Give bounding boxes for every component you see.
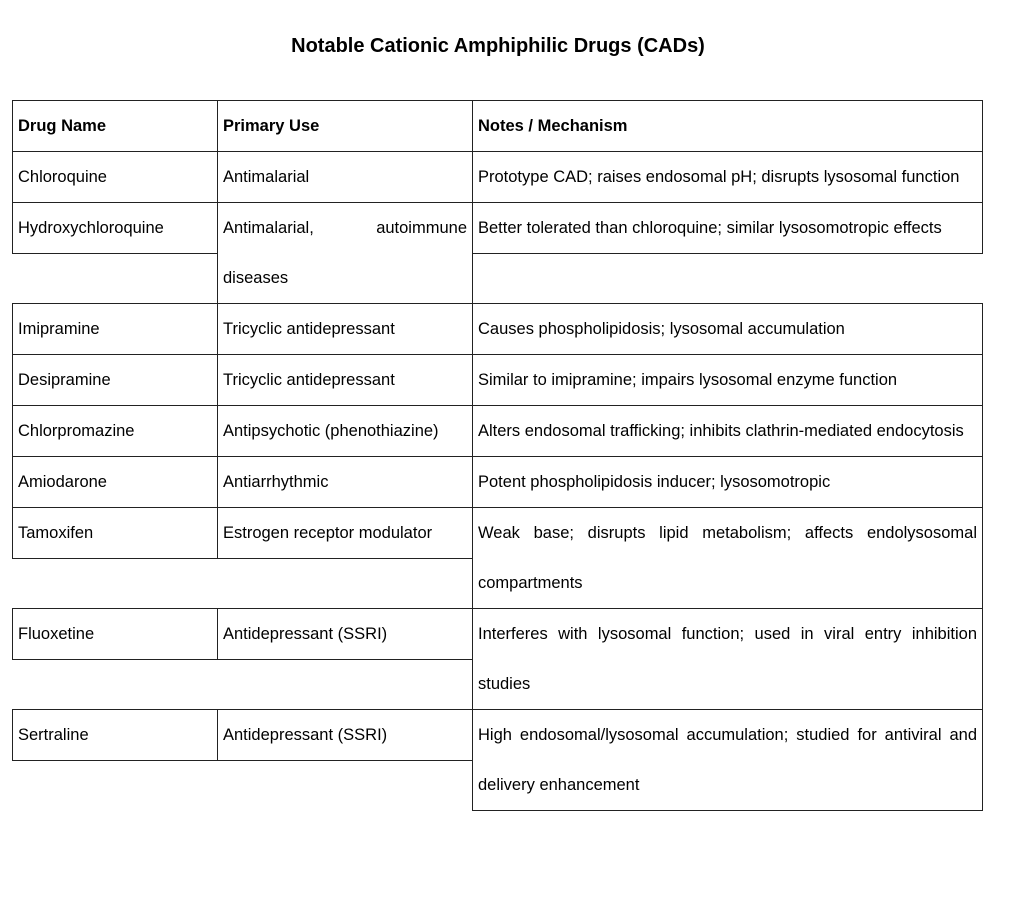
table-row	[12, 202, 983, 304]
notes-cell: Similar to imipramine; impairs lysosomal enzyme function	[472, 354, 983, 406]
primary-use-cell: Antipsychotic (phenothiazine)	[217, 405, 473, 457]
primary-use-cell: Tricyclic antidepressant	[217, 303, 473, 355]
table-row	[12, 151, 983, 203]
notes-cell: High endosomal/lysosomal accumulation; studied for antiviral and delivery enhancement	[472, 709, 983, 811]
drug-name-cell: Imipramine	[12, 303, 218, 355]
notes-cell: Causes phospholipidosis; lysosomal accumulation	[472, 303, 983, 355]
header-primary-use: Primary Use	[217, 100, 473, 152]
notes-cell: Interferes with lysosomal function; used in viral entry inhibition studies	[472, 608, 983, 710]
table-row	[12, 405, 983, 457]
primary-use-cell: Estrogen receptor modulator	[217, 507, 473, 559]
table-row	[12, 354, 983, 406]
primary-use-cell: Antidepressant (SSRI)	[217, 709, 473, 761]
notes-cell: Prototype CAD; raises endosomal pH; disrupts lysosomal function	[472, 151, 983, 203]
primary-use-cell: Antiarrhythmic	[217, 456, 473, 508]
header-drug-name: Drug Name	[12, 100, 218, 152]
primary-use-cell: Tricyclic antidepressant	[217, 354, 473, 406]
table-row	[12, 608, 983, 710]
drug-name-cell: Chlorpromazine	[12, 405, 218, 457]
drug-name-cell: Desipramine	[12, 354, 218, 406]
notes-cell: Potent phospholipidosis inducer; lysosomotropic	[472, 456, 983, 508]
header-notes: Notes / Mechanism	[472, 100, 983, 152]
primary-use-cell: Antidepressant (SSRI)	[217, 608, 473, 660]
table-header-row	[12, 100, 983, 152]
drug-name-cell: Tamoxifen	[12, 507, 218, 559]
drug-name-cell: Chloroquine	[12, 151, 218, 203]
table-row	[12, 303, 983, 355]
cad-table	[12, 101, 983, 811]
notes-cell: Weak base; disrupts lipid metabolism; affects endolysosomal compartments	[472, 507, 983, 609]
drug-name-cell: Fluoxetine	[12, 608, 218, 660]
table-row	[12, 456, 983, 508]
drug-name-cell: Sertraline	[12, 709, 218, 761]
drug-name-cell: Hydroxychloroquine	[12, 202, 218, 254]
notes-cell: Alters endosomal trafficking; inhibits clathrin-mediated endocytosis	[472, 405, 983, 457]
drug-name-cell: Amiodarone	[12, 456, 218, 508]
notes-cell: Better tolerated than chloroquine; similar lysosomotropic effects	[472, 202, 983, 254]
primary-use-cell: Antimalarial	[217, 151, 473, 203]
primary-use-cell: Antimalarial, autoimmune diseases	[217, 202, 473, 304]
document-title: Notable Cationic Amphiphilic Drugs (CADs)	[291, 35, 705, 57]
table-row	[12, 709, 983, 811]
table-row	[12, 507, 983, 609]
